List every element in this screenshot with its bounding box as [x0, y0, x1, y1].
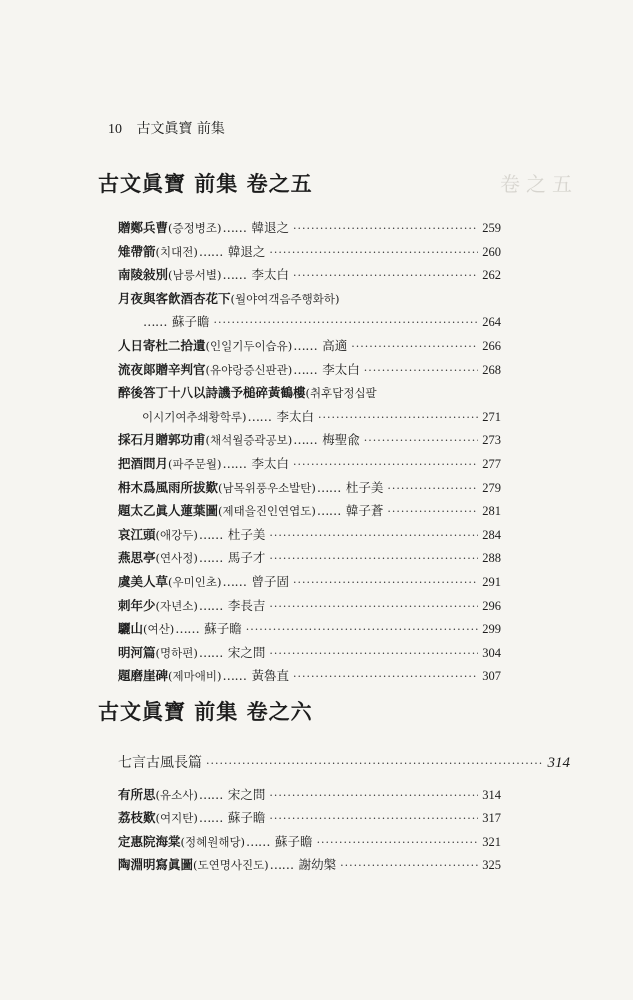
- entry-page: 262: [482, 268, 501, 283]
- entry-author: 李太白: [251, 455, 289, 471]
- entry-page: 277: [482, 456, 501, 471]
- toc-entry[interactable]: [118, 312, 501, 336]
- toc-entry[interactable]: [118, 572, 501, 596]
- entry-title: 虞美人草: [118, 573, 169, 589]
- entry-author: 李長吉: [227, 597, 266, 613]
- entry-page: 268: [482, 362, 501, 377]
- entry-author: 韓退之: [251, 220, 289, 235]
- entry-author: 宋之問: [227, 644, 266, 660]
- toc-entry[interactable]: [118, 785, 501, 808]
- entry-title: 陶淵明寫眞圖: [118, 856, 194, 872]
- dot-leader: [206, 757, 544, 770]
- dot-leader: [293, 269, 478, 282]
- entry-dots: ……: [198, 597, 223, 613]
- entry-page: 264: [482, 315, 501, 330]
- entry-korean-reading: (연사정): [155, 551, 198, 566]
- entry-korean-reading: (제태을진인연엽도): [218, 504, 316, 519]
- entry-page: 296: [482, 598, 501, 613]
- entry-page: 299: [482, 622, 501, 637]
- entry-dots: ……: [293, 337, 318, 353]
- bleed-through-text: 卷之五: [500, 172, 578, 196]
- toc-entry[interactable]: [118, 430, 501, 454]
- entry-korean-reading: (도연명사진도): [193, 857, 269, 872]
- entry-dots: ……: [269, 856, 294, 872]
- entry-korean-reading: (남릉서별): [168, 268, 222, 283]
- entry-author: 黃魯直: [251, 668, 289, 684]
- entry-korean-reading: (명하편): [155, 645, 198, 660]
- dot-leader: [246, 623, 479, 636]
- dot-leader: [269, 812, 478, 825]
- entry-author: 高適: [322, 337, 348, 353]
- entry-page: 314: [482, 788, 501, 802]
- subheading-page: 314: [547, 755, 570, 771]
- entry-dots: ……: [222, 573, 247, 589]
- dot-leader: [293, 670, 478, 683]
- entry-dots: ……: [222, 668, 247, 684]
- entry-korean-reading: (자년소): [155, 598, 198, 613]
- entry-page: 325: [482, 857, 501, 872]
- toc-list-volume-5: [118, 218, 501, 690]
- subheading-label: 七言古風長篇: [118, 755, 202, 771]
- dot-leader: [317, 836, 479, 849]
- entry-title: 把酒問月: [118, 455, 169, 471]
- entry-author: 韓退之: [227, 243, 266, 259]
- entry-title: 月夜與客飮酒杏花下: [118, 290, 231, 306]
- entry-page: 273: [482, 433, 501, 448]
- dot-leader: [269, 529, 478, 542]
- entry-title: 雉帶箭: [118, 243, 156, 259]
- entry-page: 271: [482, 409, 501, 424]
- entry-title: 題太乙眞人蓮葉圖: [118, 503, 219, 519]
- entry-page: 288: [482, 551, 501, 566]
- dot-leader: [269, 600, 478, 613]
- entry-dots: ……: [198, 550, 223, 566]
- entry-title: 燕思亭: [118, 550, 156, 566]
- dot-leader: [269, 647, 478, 660]
- entry-title: 人日寄杜二拾遺: [118, 337, 206, 353]
- dot-leader: [351, 340, 478, 353]
- entry-title: 南陵敍別: [118, 267, 169, 283]
- entry-author: 蘇子瞻: [204, 621, 242, 637]
- entry-author: 韓子蒼: [345, 503, 384, 519]
- entry-title: 明河篇: [118, 644, 156, 660]
- dot-leader: [293, 458, 478, 471]
- entry-dots: ……: [222, 267, 247, 283]
- entry-korean-reading: (치대전): [155, 244, 198, 259]
- entry-dots: ……: [293, 361, 318, 377]
- entry-author: 蘇子瞻: [275, 833, 313, 849]
- toc-list-volume-6: [118, 785, 501, 878]
- entry-dots: ……: [198, 810, 223, 826]
- entry-title: 有所思: [118, 787, 156, 802]
- toc-entry[interactable]: [118, 360, 501, 384]
- section-title-volume-5: 古文眞寶 前集 卷之五: [98, 171, 313, 196]
- entry-title: 哀江頭: [118, 526, 156, 542]
- toc-entry[interactable]: [118, 501, 501, 525]
- toc-entry[interactable]: [118, 265, 501, 289]
- entry-korean-reading: (인일기두이습유): [205, 338, 293, 353]
- entry-author: 李太白: [276, 408, 314, 424]
- entry-title: 流夜郞贈辛判官: [118, 361, 206, 377]
- toc-entry[interactable]: [118, 454, 501, 478]
- entry-page: 279: [482, 480, 501, 495]
- toc-entry[interactable]: [118, 478, 501, 502]
- entry-dots: ……: [316, 503, 341, 519]
- entry-dots: ……: [198, 526, 223, 542]
- entry-dots: ……: [198, 243, 223, 259]
- entry-korean-reading: (증정병조): [168, 221, 222, 235]
- entry-title: 定惠院海棠: [118, 833, 181, 849]
- dot-leader: [269, 789, 478, 802]
- entry-title: 醉後答丁十八以詩譏予槌碎黃鶴樓: [118, 385, 306, 401]
- dot-leader: [364, 434, 478, 447]
- entry-author: 蘇子瞻: [227, 810, 266, 826]
- entry-korean-reading: (월야여객음주행화하): [230, 291, 340, 306]
- entry-page: 281: [482, 504, 501, 519]
- entry-page: 321: [482, 834, 501, 849]
- toc-entry[interactable]: [118, 218, 501, 242]
- entry-page: 317: [482, 811, 501, 826]
- toc-entry[interactable]: [118, 855, 501, 878]
- entry-korean-reading: (남목위풍우소발탄): [218, 480, 316, 495]
- entry-page: 304: [482, 645, 501, 660]
- entry-korean-reading: (제마애비): [168, 669, 222, 684]
- entry-title: 題磨崖碑: [118, 668, 169, 684]
- dot-leader: [318, 411, 478, 424]
- entry-dots: ……: [247, 408, 272, 424]
- entry-korean-reading: (우미인초): [168, 574, 222, 589]
- toc-entry[interactable]: [118, 242, 501, 266]
- entry-dots: ……: [293, 432, 318, 448]
- entry-page: 260: [482, 244, 501, 259]
- dot-leader: [387, 505, 478, 518]
- entry-title: 枏木爲風雨所拔歎: [118, 479, 219, 495]
- entry-korean-reading: (취후답정십팔: [305, 386, 377, 401]
- entry-korean-reading: (여지탄): [155, 811, 198, 826]
- entry-dots: ……: [198, 644, 223, 660]
- toc-entry[interactable]: [118, 666, 501, 690]
- entry-dots: ……: [222, 455, 247, 471]
- entry-title: 荔枝歎: [118, 810, 156, 826]
- toc-entry[interactable]: [118, 643, 501, 667]
- entry-author: 謝幼槃: [298, 856, 337, 872]
- toc-entry[interactable]: [118, 289, 501, 313]
- toc-entry[interactable]: [118, 525, 501, 549]
- entry-dots: ……: [175, 621, 200, 637]
- entry-dots: ……: [143, 314, 167, 330]
- toc-subheading[interactable]: [118, 752, 570, 772]
- toc-entry[interactable]: [118, 548, 501, 572]
- entry-korean-reading: 이시기여추쇄황학루): [142, 409, 247, 424]
- dot-leader: [364, 364, 478, 377]
- entry-author: 宋之問: [227, 787, 266, 802]
- entry-title: 採石月贈郭功甫: [118, 432, 206, 448]
- entry-author: 馬子才: [227, 550, 266, 566]
- entry-author: 梅聖兪: [322, 432, 360, 448]
- toc-entry[interactable]: [118, 336, 501, 360]
- entry-page: 291: [482, 574, 501, 589]
- toc-entry[interactable]: [118, 596, 501, 620]
- entry-title: 刺年少: [118, 597, 156, 613]
- entry-dots: ……: [222, 220, 247, 235]
- entry-author: 杜子美: [345, 479, 384, 495]
- section-title-volume-6: 古文眞寶 前集 卷之六: [98, 699, 313, 724]
- toc-entry[interactable]: [118, 808, 501, 831]
- entry-author: 杜子美: [227, 526, 266, 542]
- entry-korean-reading: (여산): [143, 622, 175, 637]
- entry-korean-reading: (유야랑증신판관): [205, 362, 293, 377]
- entry-page: 266: [482, 338, 501, 353]
- toc-entry[interactable]: [118, 619, 501, 643]
- dot-leader: [293, 222, 478, 235]
- page-number: 10: [108, 122, 122, 137]
- toc-entry[interactable]: [118, 383, 501, 407]
- dot-leader: [269, 552, 478, 565]
- entry-title: 驪山: [118, 621, 144, 637]
- dot-leader: [340, 859, 478, 872]
- entry-korean-reading: (애강두): [155, 527, 198, 542]
- entry-author: 李太白: [322, 361, 360, 377]
- dot-leader: [214, 316, 479, 329]
- entry-page: 307: [482, 669, 501, 684]
- dot-leader: [269, 246, 478, 259]
- entry-author: 李太白: [251, 267, 289, 283]
- entry-page: 259: [482, 221, 501, 235]
- entry-dots: ……: [316, 479, 341, 495]
- entry-dots: ……: [198, 787, 223, 802]
- toc-entry[interactable]: [118, 407, 501, 431]
- dot-leader: [387, 482, 478, 495]
- entry-korean-reading: (파주문월): [168, 456, 222, 471]
- entry-korean-reading: (정혜원해당): [180, 834, 246, 849]
- page-header: [108, 118, 225, 138]
- dot-leader: [293, 576, 478, 589]
- toc-entry[interactable]: [118, 832, 501, 855]
- running-title: 古文眞寶 前集: [136, 121, 225, 137]
- entry-author: 曾子固: [251, 573, 289, 589]
- entry-korean-reading: (유소사): [155, 788, 198, 802]
- entry-korean-reading: (채석월증곽공보): [205, 433, 293, 448]
- entry-title: 贈鄭兵曹: [118, 220, 169, 235]
- entry-dots: ……: [246, 833, 271, 849]
- entry-page: 284: [482, 527, 501, 542]
- entry-author: 蘇子瞻: [172, 314, 210, 330]
